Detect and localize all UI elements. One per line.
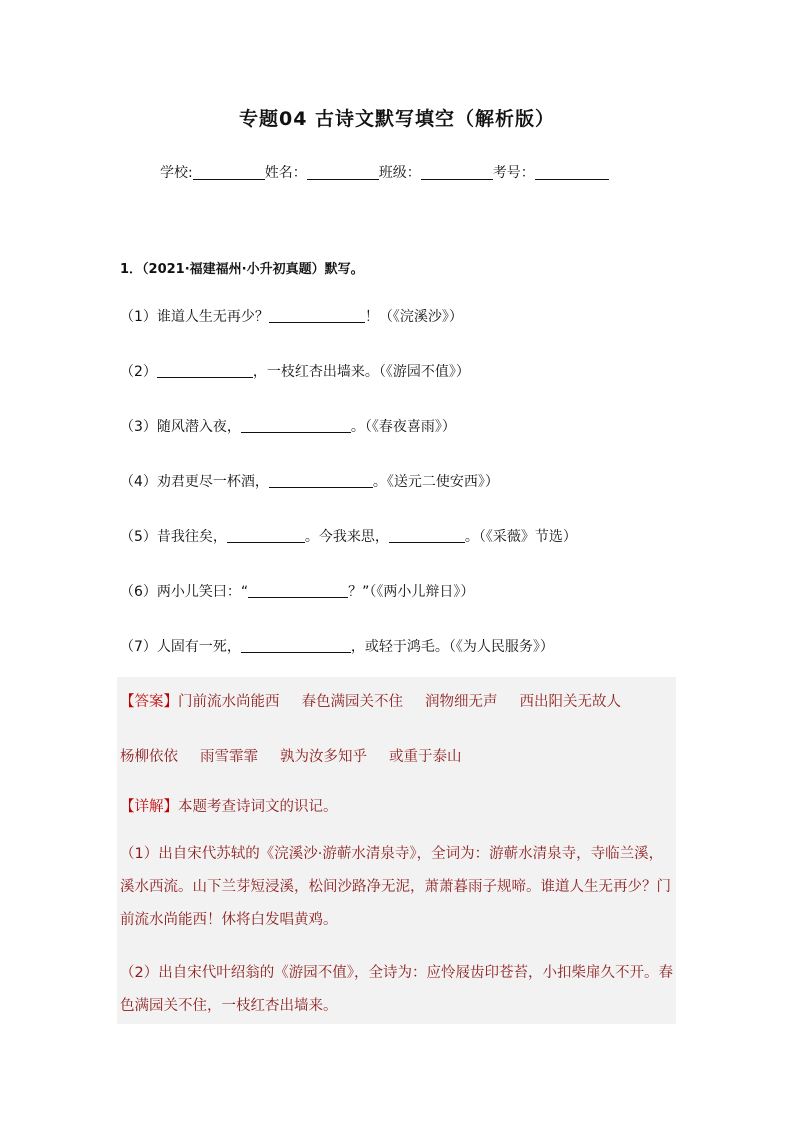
- answer-item: 门前流水尚能西: [178, 694, 280, 710]
- school-label: 学校:: [160, 165, 193, 181]
- answer-blank[interactable]: [227, 528, 305, 543]
- item-text: ，或轻于鸿毛。（《为人民服务》）: [350, 639, 554, 655]
- name-label: 姓名：: [264, 165, 307, 181]
- item-text: 。今我来思，: [304, 529, 389, 545]
- student-info-line: [160, 162, 609, 182]
- item-text: 。（《采薇》节选）: [464, 529, 577, 545]
- school-blank[interactable]: [193, 165, 265, 180]
- question-item-3: [120, 416, 456, 436]
- exam-no-blank[interactable]: [535, 165, 609, 180]
- answer-blank[interactable]: [269, 308, 365, 323]
- exam-no-label: 考号：: [492, 165, 535, 181]
- item-text: 。（《春夜喜雨》）: [350, 419, 456, 435]
- detail-tag: 【详解】: [120, 799, 178, 815]
- name-blank[interactable]: [307, 165, 379, 180]
- item-text: （3）随风潜入夜，: [120, 419, 241, 435]
- item-text: （7）人固有一死，: [120, 639, 241, 655]
- class-blank[interactable]: [421, 165, 493, 180]
- answer-blank[interactable]: [389, 528, 465, 543]
- answer-blank[interactable]: [157, 363, 253, 378]
- answer-blank[interactable]: [269, 473, 373, 488]
- item-text: （4）劝君更尽一杯酒，: [120, 474, 269, 490]
- page-title: 专题04 古诗文默写填空（解析版）: [238, 108, 556, 130]
- answer-item: 或重于泰山: [389, 749, 462, 765]
- answer-item: 杨柳依依: [120, 749, 178, 765]
- detail-intro: 本题考查诗词文的识记。: [178, 799, 338, 815]
- answer-item: 孰为汝多知乎: [280, 749, 367, 765]
- question-item-4: [120, 471, 499, 491]
- question-item-1: [120, 306, 463, 326]
- item-text: （1）谁道人生无再少？: [120, 309, 269, 325]
- item-text: ？”（《两小儿辩日》）: [348, 584, 475, 600]
- question-item-7: [120, 636, 554, 656]
- item-text: （2）: [120, 364, 157, 380]
- item-text: 。《送元二使安西》）: [372, 474, 499, 490]
- question-item-6: [120, 581, 474, 601]
- answer-item: 西出阳关无故人: [519, 694, 621, 710]
- item-text: ，一枝红杏出墙来。（《游园不值》）: [252, 364, 470, 380]
- answer-line-2: [120, 745, 462, 766]
- detail-paragraph-2: （2）出自宋代叶绍翁的《游园不值》，全诗为：应怜屐齿印苍苔，小扣柴扉久不开。春色满园关不住，一枝红杏出墙来。: [120, 965, 673, 1014]
- detail-intro-line: [120, 795, 338, 816]
- question-item-5: [120, 526, 577, 546]
- item-text: ！（《浣溪沙》）: [364, 309, 463, 325]
- answer-tag: 【答案】: [120, 694, 178, 710]
- class-label: 班级：: [378, 165, 421, 181]
- answer-blank[interactable]: [241, 638, 351, 653]
- answer-line-1: [120, 690, 621, 711]
- item-text: （6）两小儿笑曰：“: [120, 584, 249, 600]
- answer-item: 润物细无声: [425, 694, 498, 710]
- answer-item: 雨雪霏霏: [200, 749, 258, 765]
- question-item-2: [120, 361, 470, 381]
- answer-blank[interactable]: [248, 583, 348, 598]
- answer-item: 春色满园关不住: [301, 694, 403, 710]
- question-heading: 1．（2021·福建福州·小升初真题）默写。: [120, 262, 364, 277]
- answer-blank[interactable]: [241, 418, 351, 433]
- detail-paragraph-1: （1）出自宋代苏轼的《浣溪沙·游蕲水清泉寺》，全词为：游蕲水清泉寺，寺临兰溪，溪水西流。山下兰芽短浸溪，松间沙路净无泥，萧萧暮雨子规啼。谁道人生无再少？门前流水尚能西！休将白发唱黄鸡。: [120, 846, 671, 928]
- item-text: （5）昔我往矣，: [120, 529, 227, 545]
